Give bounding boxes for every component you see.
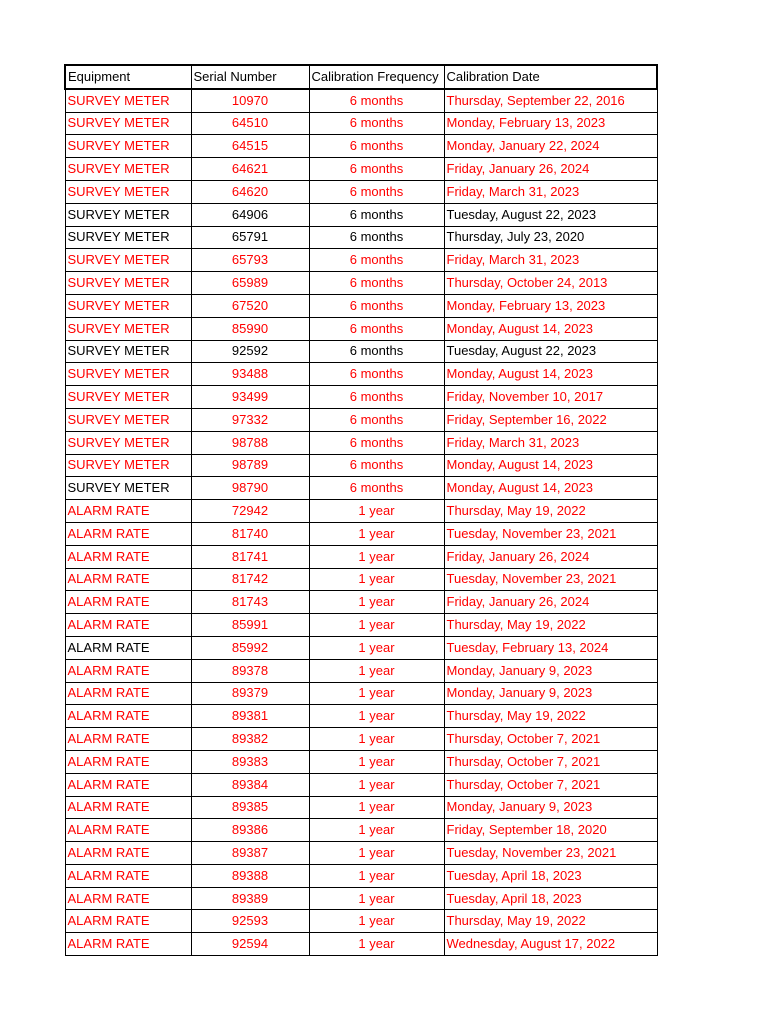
calibration-frequency-cell[interactable]: 6 months (309, 294, 444, 317)
header-row (65, 65, 657, 89)
serial-number-cell[interactable]: 85990 (191, 317, 309, 340)
calibration-date-cell[interactable]: Tuesday, August 22, 2023 (444, 203, 657, 226)
equipment-cell[interactable]: SURVEY METER (65, 158, 191, 181)
calibration-frequency-cell[interactable]: 6 months (309, 158, 444, 181)
serial-number-cell[interactable]: 89387 (191, 842, 309, 865)
calibration-date-cell[interactable]: Tuesday, November 23, 2021 (444, 842, 657, 865)
table-row (65, 317, 657, 340)
serial-number-cell[interactable]: 92594 (191, 933, 309, 956)
calibration-date-cell[interactable]: Tuesday, August 22, 2023 (444, 340, 657, 363)
table-row (65, 796, 657, 819)
calibration-frequency-cell[interactable]: 1 year (309, 545, 444, 568)
table-row (65, 819, 657, 842)
calibration-date-cell[interactable]: Friday, November 10, 2017 (444, 386, 657, 409)
table-row (65, 249, 657, 272)
calibration-date-cell[interactable]: Thursday, May 19, 2022 (444, 500, 657, 523)
calibration-frequency-cell[interactable]: 1 year (309, 682, 444, 705)
serial-number-cell[interactable]: 64906 (191, 203, 309, 226)
serial-number-cell[interactable]: 72942 (191, 500, 309, 523)
serial-number-cell[interactable]: 93488 (191, 363, 309, 386)
serial-number-cell[interactable]: 85992 (191, 636, 309, 659)
serial-number-cell[interactable]: 64515 (191, 135, 309, 158)
table-row (65, 591, 657, 614)
table-row (65, 408, 657, 431)
serial-number-cell[interactable]: 85991 (191, 614, 309, 637)
calibration-frequency-cell[interactable]: 1 year (309, 796, 444, 819)
table-row (65, 500, 657, 523)
serial-number-cell[interactable]: 92593 (191, 910, 309, 933)
calibration-date-cell[interactable]: Monday, August 14, 2023 (444, 317, 657, 340)
equipment-cell[interactable]: SURVEY METER (65, 89, 191, 112)
calibration-date-cell[interactable]: Monday, August 14, 2023 (444, 454, 657, 477)
equipment-cell[interactable]: ALARM RATE (65, 933, 191, 956)
calibration-frequency-header[interactable]: Calibration Frequency (309, 65, 444, 89)
table-row (65, 887, 657, 910)
calibration-frequency-cell[interactable]: 1 year (309, 750, 444, 773)
calibration-date-cell[interactable]: Monday, January 9, 2023 (444, 659, 657, 682)
equipment-cell[interactable]: SURVEY METER (65, 363, 191, 386)
calibration-date-cell[interactable]: Friday, January 26, 2024 (444, 545, 657, 568)
table-row (65, 294, 657, 317)
serial-number-cell[interactable]: 81740 (191, 522, 309, 545)
table-row (65, 933, 657, 956)
serial-number-cell[interactable]: 98790 (191, 477, 309, 500)
equipment-cell[interactable]: SURVEY METER (65, 249, 191, 272)
calibration-date-cell[interactable]: Monday, February 13, 2023 (444, 294, 657, 317)
table-row (65, 705, 657, 728)
calibration-frequency-cell[interactable]: 6 months (309, 249, 444, 272)
calibration-date-cell[interactable]: Thursday, October 7, 2021 (444, 773, 657, 796)
table-row (65, 545, 657, 568)
equipment-cell[interactable]: ALARM RATE (65, 500, 191, 523)
table-row (65, 272, 657, 295)
equipment-cell[interactable]: SURVEY METER (65, 180, 191, 203)
table-row (65, 203, 657, 226)
calibration-frequency-cell[interactable]: 1 year (309, 728, 444, 751)
table-row (65, 89, 657, 112)
calibration-frequency-cell[interactable]: 6 months (309, 317, 444, 340)
calibration-frequency-cell[interactable]: 1 year (309, 591, 444, 614)
serial-number-cell[interactable]: 81743 (191, 591, 309, 614)
calibration-date-cell[interactable]: Tuesday, November 23, 2021 (444, 522, 657, 545)
serial-number-cell[interactable]: 89381 (191, 705, 309, 728)
equipment-cell[interactable]: SURVEY METER (65, 112, 191, 135)
equipment-cell[interactable]: ALARM RATE (65, 682, 191, 705)
calibration-date-cell[interactable]: Wednesday, August 17, 2022 (444, 933, 657, 956)
calibration-date-cell[interactable]: Thursday, May 19, 2022 (444, 910, 657, 933)
table-row (65, 454, 657, 477)
calibration-frequency-cell[interactable]: 6 months (309, 226, 444, 249)
calibration-date-cell[interactable]: Thursday, September 22, 2016 (444, 89, 657, 112)
serial-number-cell[interactable]: 93499 (191, 386, 309, 409)
equipment-cell[interactable]: SURVEY METER (65, 408, 191, 431)
serial-number-cell[interactable]: 89378 (191, 659, 309, 682)
equipment-cell[interactable]: ALARM RATE (65, 659, 191, 682)
serial-number-cell[interactable]: 89379 (191, 682, 309, 705)
serial-number-cell[interactable]: 65989 (191, 272, 309, 295)
calibration-frequency-cell[interactable]: 6 months (309, 363, 444, 386)
serial-number-cell[interactable]: 92592 (191, 340, 309, 363)
table-row (65, 477, 657, 500)
equipment-cell[interactable]: SURVEY METER (65, 203, 191, 226)
calibration-date-cell[interactable]: Friday, September 18, 2020 (444, 819, 657, 842)
table-row (65, 363, 657, 386)
table-row (65, 568, 657, 591)
calibration-date-cell[interactable]: Monday, January 9, 2023 (444, 682, 657, 705)
equipment-cell[interactable]: ALARM RATE (65, 910, 191, 933)
calibration-date-cell[interactable]: Friday, March 31, 2023 (444, 249, 657, 272)
equipment-cell[interactable]: ALARM RATE (65, 819, 191, 842)
table-row (65, 864, 657, 887)
serial-number-cell[interactable]: 81742 (191, 568, 309, 591)
table-row (65, 386, 657, 409)
equipment-cell[interactable]: SURVEY METER (65, 135, 191, 158)
calibration-date-cell[interactable]: Tuesday, April 18, 2023 (444, 887, 657, 910)
equipment-cell[interactable]: SURVEY METER (65, 477, 191, 500)
calibration-frequency-cell[interactable]: 1 year (309, 910, 444, 933)
calibration-frequency-cell[interactable]: 1 year (309, 522, 444, 545)
calibration-frequency-cell[interactable]: 1 year (309, 933, 444, 956)
calibration-frequency-cell[interactable]: 6 months (309, 408, 444, 431)
calibration-frequency-cell[interactable]: 1 year (309, 614, 444, 637)
calibration-frequency-cell[interactable]: 1 year (309, 568, 444, 591)
equipment-cell[interactable]: SURVEY METER (65, 317, 191, 340)
table-row (65, 226, 657, 249)
table-row (65, 659, 657, 682)
table-row (65, 636, 657, 659)
serial-number-cell[interactable]: 64621 (191, 158, 309, 181)
calibration-frequency-cell[interactable]: 1 year (309, 636, 444, 659)
calibration-date-cell[interactable]: Friday, September 16, 2022 (444, 408, 657, 431)
calibration-date-cell[interactable]: Monday, January 22, 2024 (444, 135, 657, 158)
calibration-frequency-cell[interactable]: 1 year (309, 659, 444, 682)
calibration-date-cell[interactable]: Tuesday, February 13, 2024 (444, 636, 657, 659)
equipment-cell[interactable]: SURVEY METER (65, 454, 191, 477)
table-row (65, 158, 657, 181)
table-row (65, 340, 657, 363)
calibration-frequency-cell[interactable]: 6 months (309, 454, 444, 477)
calibration-date-cell[interactable]: Tuesday, November 23, 2021 (444, 568, 657, 591)
table-row (65, 431, 657, 454)
serial-number-cell[interactable]: 89383 (191, 750, 309, 773)
calibration-frequency-cell[interactable]: 1 year (309, 705, 444, 728)
equipment-cell[interactable]: SURVEY METER (65, 431, 191, 454)
equipment-cell[interactable]: SURVEY METER (65, 272, 191, 295)
equipment-cell[interactable]: ALARM RATE (65, 728, 191, 751)
equipment-cell[interactable]: ALARM RATE (65, 773, 191, 796)
calibration-date-cell[interactable]: Friday, January 26, 2024 (444, 158, 657, 181)
serial-number-cell[interactable]: 65791 (191, 226, 309, 249)
calibration-frequency-cell[interactable]: 1 year (309, 887, 444, 910)
equipment-cell[interactable]: ALARM RATE (65, 796, 191, 819)
serial-number-cell[interactable]: 64620 (191, 180, 309, 203)
calibration-frequency-cell[interactable]: 1 year (309, 500, 444, 523)
calibration-date-header[interactable]: Calibration Date (444, 65, 657, 89)
calibration-frequency-cell[interactable]: 6 months (309, 112, 444, 135)
equipment-cell[interactable]: ALARM RATE (65, 636, 191, 659)
table-row (65, 135, 657, 158)
table-row (65, 682, 657, 705)
calibration-date-cell[interactable]: Monday, January 9, 2023 (444, 796, 657, 819)
calibration-date-cell[interactable]: Monday, August 14, 2023 (444, 477, 657, 500)
calibration-frequency-cell[interactable]: 6 months (309, 431, 444, 454)
equipment-cell[interactable]: ALARM RATE (65, 887, 191, 910)
equipment-cell[interactable]: ALARM RATE (65, 545, 191, 568)
table-row (65, 773, 657, 796)
table-row (65, 180, 657, 203)
serial-number-cell[interactable]: 89382 (191, 728, 309, 751)
calibration-frequency-cell[interactable]: 6 months (309, 477, 444, 500)
table-row (65, 522, 657, 545)
serial-number-cell[interactable]: 98788 (191, 431, 309, 454)
table-row (65, 750, 657, 773)
equipment-cell[interactable]: ALARM RATE (65, 705, 191, 728)
serial-number-cell[interactable]: 89385 (191, 796, 309, 819)
serial-number-cell[interactable]: 89388 (191, 864, 309, 887)
calibration-frequency-cell[interactable]: 6 months (309, 89, 444, 112)
equipment-cell[interactable]: ALARM RATE (65, 842, 191, 865)
calibration-table (64, 64, 658, 956)
calibration-frequency-cell[interactable]: 1 year (309, 819, 444, 842)
calibration-date-cell[interactable]: Thursday, October 7, 2021 (444, 728, 657, 751)
calibration-frequency-cell[interactable]: 1 year (309, 864, 444, 887)
serial-number-cell[interactable]: 97332 (191, 408, 309, 431)
serial-number-cell[interactable]: 89386 (191, 819, 309, 842)
serial-number-cell[interactable]: 10970 (191, 89, 309, 112)
equipment-cell[interactable]: ALARM RATE (65, 522, 191, 545)
calibration-date-cell[interactable]: Thursday, May 19, 2022 (444, 705, 657, 728)
serial-number-cell[interactable]: 89389 (191, 887, 309, 910)
serial-number-cell[interactable]: 89384 (191, 773, 309, 796)
serial-number-cell[interactable]: 65793 (191, 249, 309, 272)
serial-number-cell[interactable]: 81741 (191, 545, 309, 568)
calibration-frequency-cell[interactable]: 6 months (309, 135, 444, 158)
calibration-frequency-cell[interactable]: 6 months (309, 386, 444, 409)
serial-number-header[interactable]: Serial Number (191, 65, 309, 89)
calibration-frequency-cell[interactable]: 6 months (309, 180, 444, 203)
equipment-cell[interactable]: ALARM RATE (65, 864, 191, 887)
table-row (65, 614, 657, 637)
calibration-date-cell[interactable]: Tuesday, April 18, 2023 (444, 864, 657, 887)
equipment-header[interactable]: Equipment (65, 65, 191, 89)
calibration-date-cell[interactable]: Thursday, May 19, 2022 (444, 614, 657, 637)
table-header (65, 65, 657, 89)
equipment-cell[interactable]: SURVEY METER (65, 386, 191, 409)
calibration-date-cell[interactable]: Friday, March 31, 2023 (444, 431, 657, 454)
calibration-frequency-cell[interactable]: 6 months (309, 203, 444, 226)
calibration-frequency-cell[interactable]: 6 months (309, 340, 444, 363)
equipment-cell[interactable]: ALARM RATE (65, 591, 191, 614)
equipment-cell[interactable]: ALARM RATE (65, 568, 191, 591)
equipment-cell[interactable]: SURVEY METER (65, 340, 191, 363)
calibration-frequency-cell[interactable]: 6 months (309, 272, 444, 295)
calibration-frequency-cell[interactable]: 1 year (309, 773, 444, 796)
calibration-date-cell[interactable]: Monday, February 13, 2023 (444, 112, 657, 135)
calibration-date-cell[interactable]: Thursday, July 23, 2020 (444, 226, 657, 249)
calibration-date-cell[interactable]: Thursday, October 24, 2013 (444, 272, 657, 295)
table-row (65, 112, 657, 135)
serial-number-cell[interactable]: 98789 (191, 454, 309, 477)
calibration-date-cell[interactable]: Friday, January 26, 2024 (444, 591, 657, 614)
table-row (65, 728, 657, 751)
calibration-date-cell[interactable]: Monday, August 14, 2023 (444, 363, 657, 386)
equipment-cell[interactable]: SURVEY METER (65, 226, 191, 249)
table-row (65, 842, 657, 865)
serial-number-cell[interactable]: 67520 (191, 294, 309, 317)
table-row (65, 910, 657, 933)
calibration-frequency-cell[interactable]: 1 year (309, 842, 444, 865)
equipment-cell[interactable]: SURVEY METER (65, 294, 191, 317)
equipment-cell[interactable]: ALARM RATE (65, 750, 191, 773)
calibration-date-cell[interactable]: Friday, March 31, 2023 (444, 180, 657, 203)
serial-number-cell[interactable]: 64510 (191, 112, 309, 135)
calibration-date-cell[interactable]: Thursday, October 7, 2021 (444, 750, 657, 773)
equipment-cell[interactable]: ALARM RATE (65, 614, 191, 637)
table-body (65, 89, 657, 956)
